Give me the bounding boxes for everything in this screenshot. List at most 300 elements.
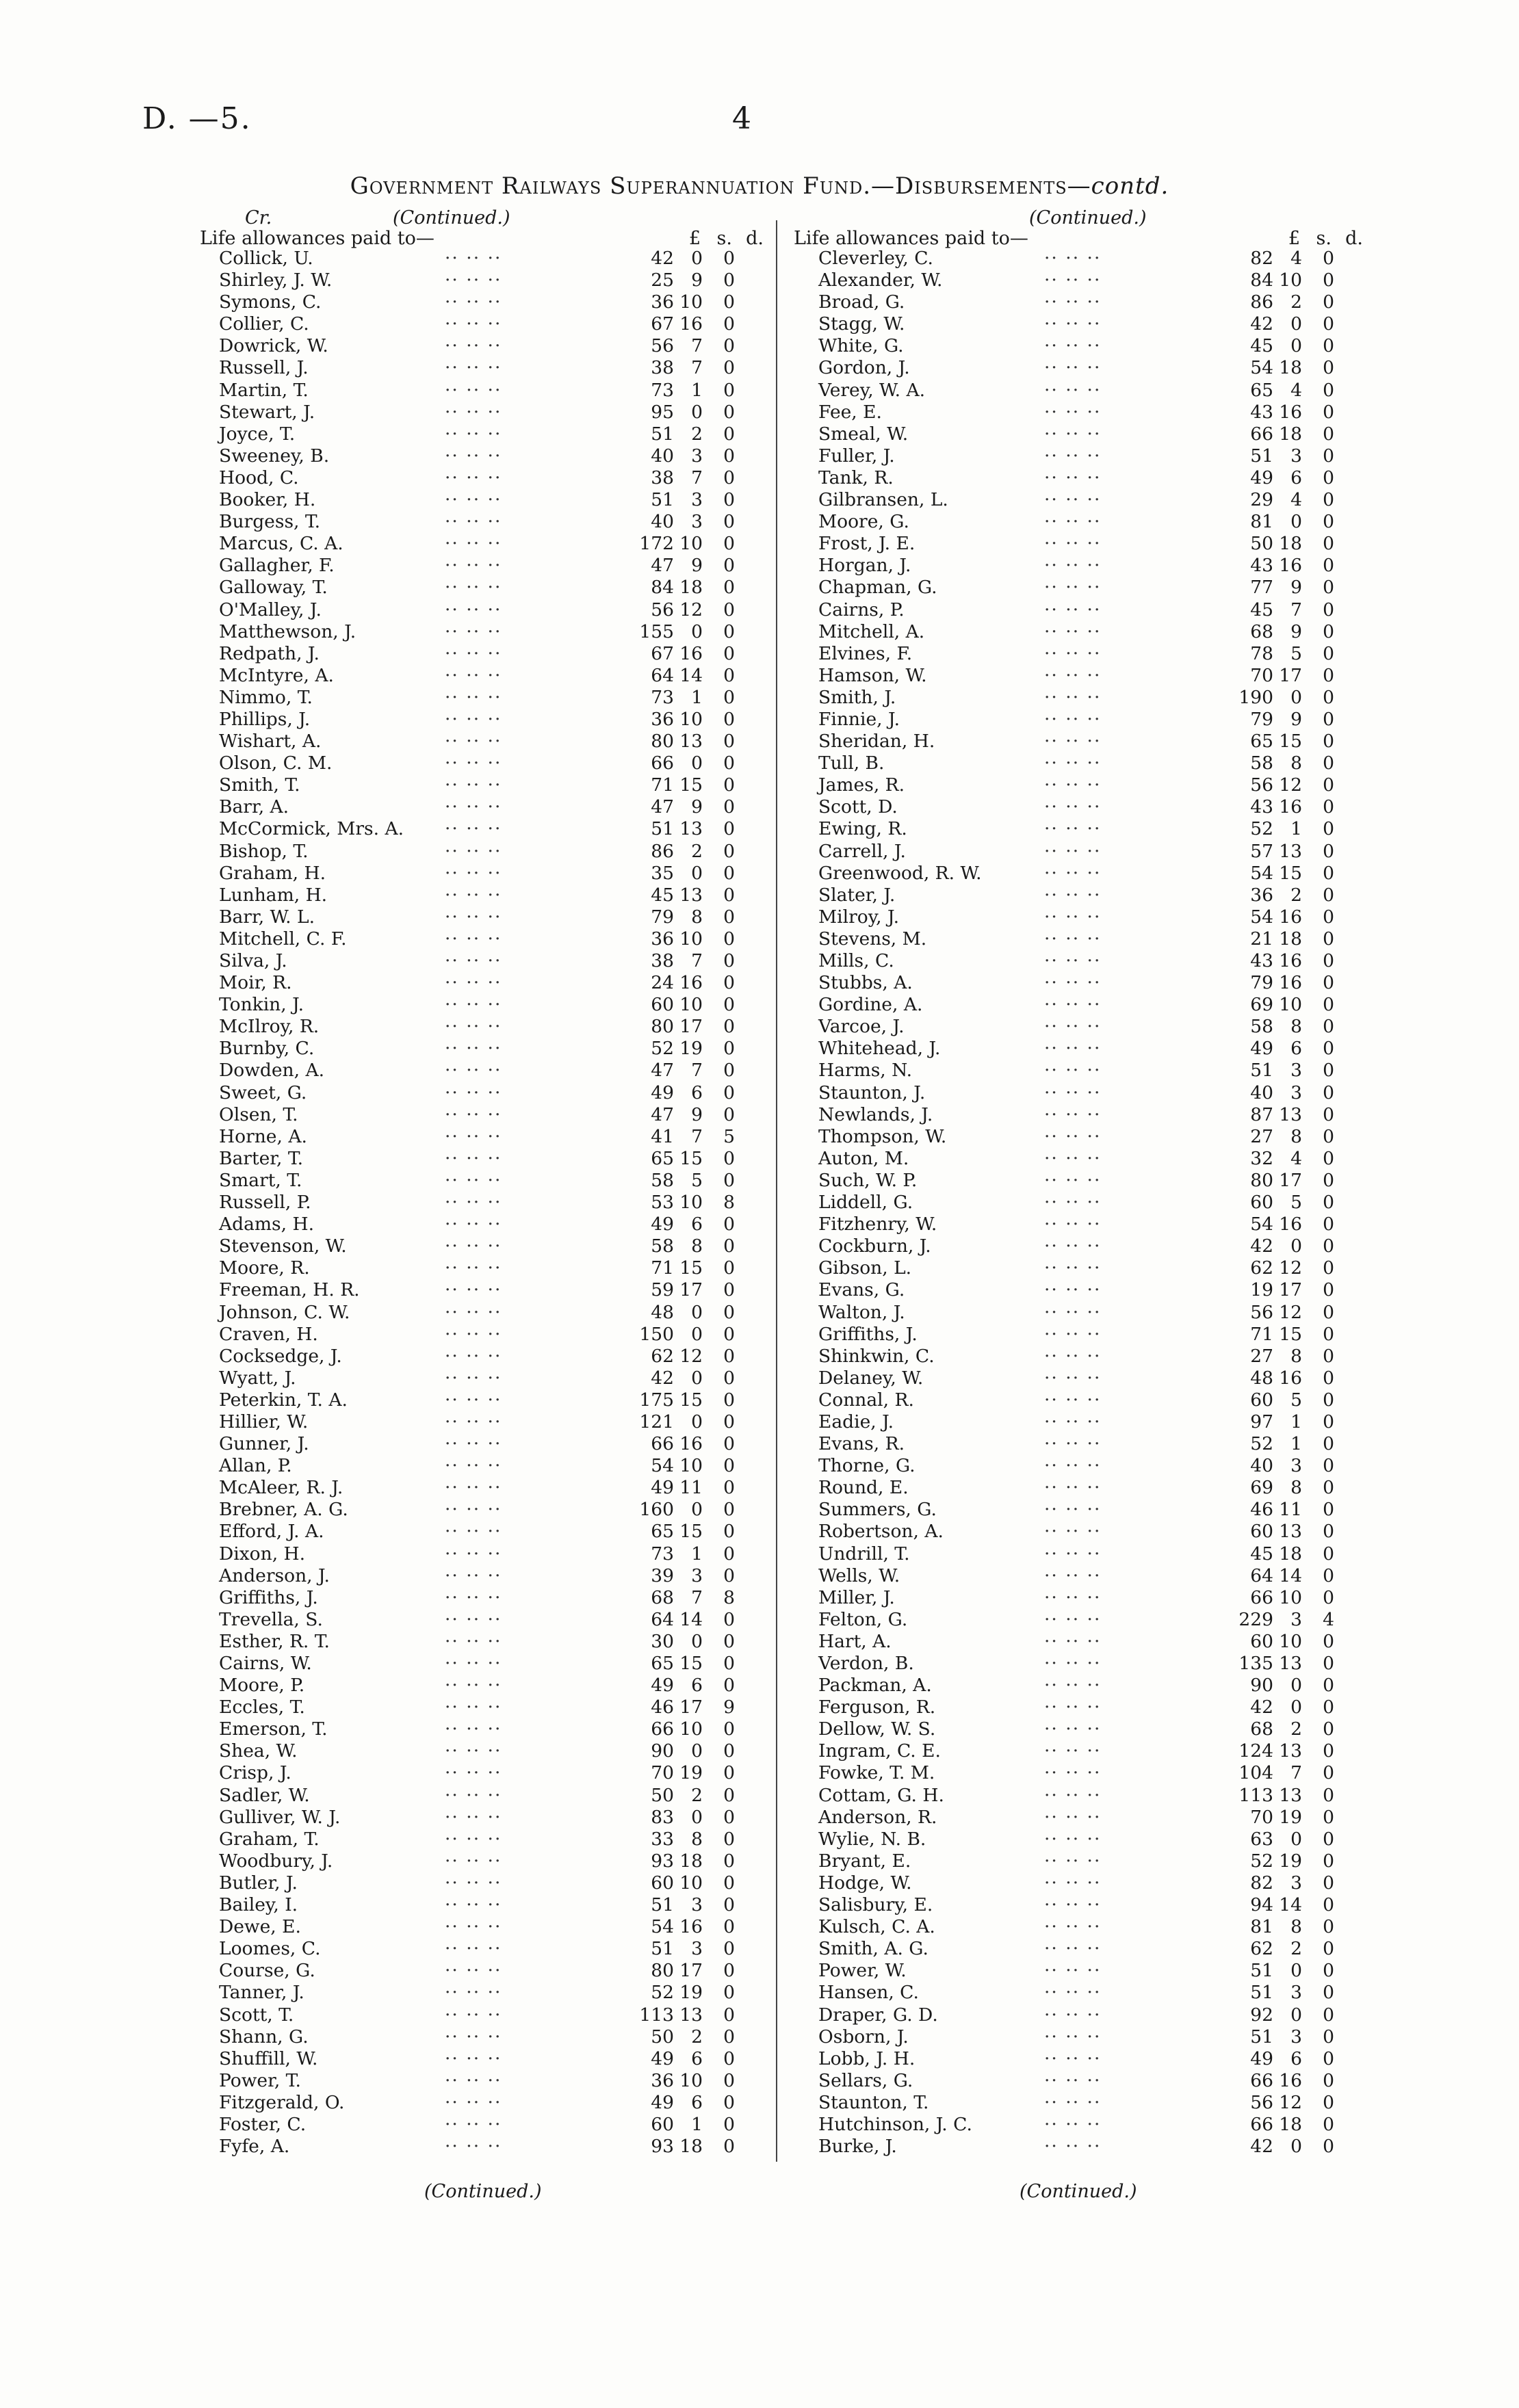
table-row (818, 2070, 1366, 2092)
table-row (219, 2026, 766, 2048)
shillings-value: 0 (691, 1499, 703, 1521)
table-row (219, 555, 766, 577)
pounds-value: 47 (651, 1060, 674, 1082)
shillings-value: 16 (1279, 1367, 1302, 1389)
allowee-name: Smith, J. (818, 686, 896, 708)
shillings-value: 3 (691, 511, 703, 533)
left-continued-label: (Continued.) (393, 207, 510, 228)
pence-value: 0 (1323, 796, 1334, 818)
pence-value: 0 (1323, 291, 1334, 313)
leader-dots: ·· ·· ·· (1044, 840, 1102, 862)
pounds-value: 51 (651, 1938, 674, 1960)
allowee-name: Walton, J. (818, 1301, 905, 1323)
allowee-name: Tull, B. (818, 752, 885, 774)
pounds-value: 160 (639, 1499, 674, 1521)
table-row (219, 1104, 766, 1126)
leader-dots: ·· ·· ·· (445, 1608, 502, 1630)
shillings-value: 3 (691, 1938, 703, 1960)
leader-dots: ·· ·· ·· (445, 796, 502, 818)
pence-value: 0 (1323, 1016, 1334, 1038)
leader-dots: ·· ·· ·· (1044, 1192, 1102, 1214)
table-row (219, 599, 766, 621)
shillings-value: 9 (1290, 708, 1302, 730)
table-row (818, 489, 1366, 511)
shillings-value: 12 (679, 599, 703, 620)
pounds-value: 42 (1250, 1235, 1273, 1257)
allowee-name: White, G. (818, 335, 904, 357)
allowee-name: Booker, H. (219, 489, 316, 511)
pence-value: 0 (1323, 642, 1334, 664)
shillings-value: 16 (679, 972, 703, 994)
leader-dots: ·· ·· ·· (445, 1389, 502, 1411)
shillings-value: 0 (1290, 1675, 1302, 1697)
table-row (219, 709, 766, 731)
pence-value: 0 (1323, 1697, 1334, 1718)
allowee-name: Draper, G. D. (818, 2004, 938, 2026)
leader-dots: ·· ·· ·· (1044, 1038, 1102, 1060)
pence-value: 0 (723, 1740, 735, 1762)
table-row (818, 1016, 1366, 1038)
pence-value: 0 (723, 1762, 735, 1784)
shillings-value: 2 (1290, 1938, 1302, 1960)
leader-dots: ·· ·· ·· (445, 906, 502, 928)
shillings-value: 10 (679, 1718, 703, 1740)
leader-dots: ·· ·· ·· (1044, 1938, 1102, 1960)
table-row (818, 335, 1366, 357)
shillings-value: 2 (691, 840, 703, 862)
shillings-value: 0 (1290, 1697, 1302, 1718)
pounds-value: 46 (1250, 1499, 1273, 1521)
leader-dots: ·· ·· ·· (445, 1477, 502, 1499)
shillings-value: 10 (1279, 994, 1302, 1016)
table-row (818, 511, 1366, 533)
shillings-value: 19 (1279, 1850, 1302, 1872)
right-continued-footer: (Continued.) (1020, 2181, 1137, 2202)
table-row (818, 1740, 1366, 1762)
pounds-value: 43 (1250, 401, 1273, 423)
allowee-name: Efford, J. A. (219, 1521, 324, 1543)
pence-value: 0 (1323, 1938, 1334, 1960)
pounds-value: 40 (651, 511, 674, 533)
pence-value: 0 (1323, 1433, 1334, 1455)
table-row (818, 818, 1366, 840)
pounds-value: 71 (651, 774, 674, 796)
table-row (219, 1477, 766, 1499)
table-row (219, 1279, 766, 1301)
pence-value: 0 (723, 1038, 735, 1060)
pounds-value: 49 (1250, 467, 1273, 488)
table-row (818, 796, 1366, 818)
pounds-value: 60 (1250, 1630, 1273, 1652)
table-row (818, 687, 1366, 709)
shillings-value: 4 (1290, 248, 1302, 269)
shillings-value: 2 (1290, 291, 1302, 313)
allowee-name: Kulsch, C. A. (818, 1916, 935, 1938)
table-row (219, 841, 766, 863)
leader-dots: ·· ·· ·· (1044, 270, 1102, 291)
table-row (219, 1718, 766, 1740)
allowee-name: Nimmo, T. (219, 686, 313, 708)
pence-value: 0 (723, 467, 735, 488)
pounds-value: 47 (651, 796, 674, 818)
shillings-value: 14 (679, 664, 703, 686)
table-row (818, 885, 1366, 906)
pounds-value: 60 (1250, 1521, 1273, 1543)
shillings-value: 18 (679, 577, 703, 599)
table-row (219, 270, 766, 291)
leader-dots: ·· ·· ·· (445, 1103, 502, 1125)
pounds-value: 54 (1250, 862, 1273, 884)
pounds-value: 36 (651, 708, 674, 730)
pounds-value: 59 (651, 1279, 674, 1301)
shillings-value: 18 (1279, 928, 1302, 950)
allowee-name: Collick, U. (219, 248, 313, 269)
pence-value: 0 (1323, 1345, 1334, 1367)
shillings-value: 0 (691, 620, 703, 642)
allowee-name: Moore, R. (219, 1257, 310, 1279)
leader-dots: ·· ·· ·· (445, 1586, 502, 1608)
pence-value: 0 (723, 1367, 735, 1389)
shillings-value: 13 (1279, 1784, 1302, 1806)
pence-value: 0 (723, 1784, 735, 1806)
pounds-value: 38 (651, 467, 674, 488)
pounds-value: 51 (1250, 445, 1273, 467)
shillings-value: 3 (1290, 2026, 1302, 2047)
table-row (219, 1192, 766, 1214)
pence-value: 5 (723, 1125, 735, 1147)
left-heading: Life allowances paid to— (200, 228, 434, 249)
allowee-name: Carrell, J. (818, 840, 906, 862)
allowee-name: Milroy, J. (818, 906, 899, 928)
pounds-value: 47 (651, 555, 674, 577)
pence-value: 0 (723, 489, 735, 511)
shillings-value: 6 (1290, 2047, 1302, 2069)
pence-value: 0 (723, 928, 735, 950)
pence-value: 0 (723, 1411, 735, 1432)
pence-value: 0 (723, 884, 735, 906)
pounds-value: 86 (1250, 291, 1273, 313)
pence-value: 0 (723, 1477, 735, 1499)
allowee-name: Wells, W. (818, 1565, 900, 1586)
pounds-value: 38 (651, 357, 674, 379)
leader-dots: ·· ·· ·· (1044, 1499, 1102, 1521)
table-row (818, 1653, 1366, 1675)
leader-dots: ·· ·· ·· (445, 599, 502, 620)
pence-value: 0 (723, 1543, 735, 1565)
allowee-name: Summers, G. (818, 1499, 937, 1521)
table-row (219, 1346, 766, 1367)
pence-value: 0 (1323, 577, 1334, 599)
shillings-value: 15 (679, 1147, 703, 1169)
table-row (219, 994, 766, 1016)
pounds-value: 60 (651, 994, 674, 1016)
shillings-value: 9 (691, 1103, 703, 1125)
allowee-name: Olson, C. M. (219, 752, 333, 774)
pounds-value: 69 (1250, 994, 1273, 1016)
table-row (219, 1982, 766, 2004)
pence-value: 0 (723, 1060, 735, 1082)
allowee-name: Moore, P. (219, 1675, 305, 1697)
shillings-value: 0 (691, 1301, 703, 1323)
shillings-value: 0 (691, 248, 703, 269)
pounds-value: 30 (651, 1630, 674, 1652)
leader-dots: ·· ·· ·· (445, 1872, 502, 1894)
shillings-value: 1 (1290, 818, 1302, 840)
allowee-name: Connal, R. (818, 1389, 914, 1411)
leader-dots: ·· ·· ·· (1044, 796, 1102, 818)
pounds-value: 155 (639, 620, 674, 642)
leader-dots: ·· ·· ·· (445, 1499, 502, 1521)
shillings-value: 8 (1290, 1477, 1302, 1499)
allowee-name: Anderson, J. (219, 1565, 330, 1586)
leader-dots: ·· ·· ·· (445, 1125, 502, 1147)
table-row (219, 1938, 766, 1960)
table-row (219, 2004, 766, 2026)
leader-dots: ·· ·· ·· (1044, 1653, 1102, 1674)
pence-value: 0 (1323, 1543, 1334, 1565)
shillings-value: 2 (1290, 1718, 1302, 1740)
shillings-value: 18 (679, 1850, 703, 1872)
leader-dots: ·· ·· ·· (1044, 1960, 1102, 1982)
pounds-value: 78 (1250, 642, 1273, 664)
pence-value: 0 (1323, 1521, 1334, 1543)
leader-dots: ·· ·· ·· (1044, 818, 1102, 840)
pounds-value: 52 (651, 1038, 674, 1060)
table-row (818, 1807, 1366, 1829)
allowee-name: Alexander, W. (818, 270, 943, 291)
leader-dots: ·· ·· ·· (1044, 599, 1102, 620)
table-row (818, 1324, 1366, 1346)
shillings-value: 0 (1290, 1235, 1302, 1257)
allowee-name: Stevens, M. (818, 928, 927, 950)
allowee-name: Robertson, A. (818, 1521, 944, 1543)
table-row (818, 1389, 1366, 1411)
table-row (818, 1367, 1366, 1389)
allowee-name: Thorne, G. (818, 1455, 916, 1477)
pence-value: 0 (1323, 1455, 1334, 1477)
allowee-name: Finnie, J. (818, 708, 900, 730)
leader-dots: ·· ·· ·· (1044, 1784, 1102, 1806)
allowee-name: Bryant, E. (818, 1850, 911, 1872)
pounds-value: 60 (651, 2113, 674, 2135)
table-row (219, 489, 766, 511)
allowee-name: Shea, W. (219, 1740, 298, 1762)
shillings-value: 10 (679, 2069, 703, 2091)
page-reference: D. —5. (142, 101, 252, 136)
pence-value: 0 (1323, 1740, 1334, 1762)
allowee-name: Butler, J. (219, 1872, 298, 1894)
pence-value: 0 (723, 1675, 735, 1697)
shillings-value: 10 (679, 708, 703, 730)
pounds-value: 49 (651, 1675, 674, 1697)
allowee-name: Scott, T. (219, 2004, 294, 2026)
allowee-name: Burke, J. (818, 2136, 897, 2158)
table-row (818, 1192, 1366, 1214)
pounds-value: 73 (651, 686, 674, 708)
pounds-value: 68 (1250, 620, 1273, 642)
shillings-value: 19 (679, 1982, 703, 2004)
leader-dots: ·· ·· ·· (445, 862, 502, 884)
table-row (219, 1302, 766, 1324)
allowee-name: Johnson, C. W. (219, 1301, 350, 1323)
allowee-name: Esther, R. T. (219, 1630, 330, 1652)
pounds-value: 87 (1250, 1103, 1273, 1125)
pounds-value: 51 (651, 423, 674, 445)
table-row (219, 1235, 766, 1257)
shillings-value: 16 (1279, 906, 1302, 928)
pounds-value: 29 (1250, 489, 1273, 511)
allowee-name: Whitehead, J. (818, 1038, 941, 1060)
leader-dots: ·· ·· ·· (1044, 906, 1102, 928)
table-row (818, 665, 1366, 687)
leader-dots: ·· ·· ·· (1044, 1301, 1102, 1323)
pence-value: 0 (1323, 2026, 1334, 2047)
table-row (219, 1214, 766, 1235)
shillings-value: 10 (679, 928, 703, 950)
pounds-value: 45 (1250, 335, 1273, 357)
shillings-value: 15 (679, 1653, 703, 1674)
table-row (818, 1631, 1366, 1653)
allowee-name: Thompson, W. (818, 1125, 947, 1147)
table-row (219, 402, 766, 423)
shillings-value: 9 (1290, 620, 1302, 642)
pounds-value: 65 (1250, 731, 1273, 752)
pence-value: 0 (723, 818, 735, 840)
table-row (818, 1675, 1366, 1697)
allowee-name: Smith, A. G. (818, 1938, 929, 1960)
leader-dots: ·· ·· ·· (1044, 1411, 1102, 1432)
shillings-value: 15 (1279, 731, 1302, 752)
allowee-name: Broad, G. (818, 291, 905, 313)
allowee-name: Lunham, H. (219, 884, 328, 906)
pence-value: 0 (1323, 1653, 1334, 1674)
pounds-value: 64 (1250, 1565, 1273, 1586)
leader-dots: ·· ·· ·· (1044, 1608, 1102, 1630)
allowee-name: Bishop, T. (219, 840, 309, 862)
shillings-value: 6 (691, 1082, 703, 1103)
pence-value: 0 (723, 1016, 735, 1038)
pounds-value: 68 (651, 1586, 674, 1608)
pence-value: 0 (723, 2136, 735, 2158)
pounds-value: 42 (651, 1367, 674, 1389)
pence-value: 0 (1323, 906, 1334, 928)
allowee-name: Course, G. (219, 1960, 315, 1982)
leader-dots: ·· ·· ·· (445, 1411, 502, 1432)
pounds-value: 65 (1250, 379, 1273, 401)
leader-dots: ·· ·· ·· (445, 467, 502, 488)
leader-dots: ·· ·· ·· (1044, 291, 1102, 313)
leader-dots: ·· ·· ·· (445, 1675, 502, 1697)
table-row (818, 1982, 1366, 2004)
pence-value: 0 (1323, 1192, 1334, 1214)
shillings-value: 9 (691, 796, 703, 818)
pounds-value: 36 (651, 928, 674, 950)
table-row (219, 1367, 766, 1389)
shillings-value: 13 (1279, 1740, 1302, 1762)
leader-dots: ·· ·· ·· (1044, 1697, 1102, 1718)
shillings-value: 14 (679, 1608, 703, 1630)
allowee-name: Undrill, T. (818, 1543, 910, 1565)
leader-dots: ·· ·· ·· (1044, 1521, 1102, 1543)
allowee-name: Newlands, J. (818, 1103, 933, 1125)
pence-value: 0 (1323, 664, 1334, 686)
pounds-value: 54 (651, 1916, 674, 1938)
pounds-value: 36 (651, 2069, 674, 2091)
pence-value: 0 (1323, 1806, 1334, 1828)
pence-value: 0 (723, 1103, 735, 1125)
table-row (818, 1762, 1366, 1784)
shillings-value: 3 (1290, 1060, 1302, 1082)
allowee-name: Fyfe, A. (219, 2136, 290, 2158)
pounds-value: 50 (651, 1784, 674, 1806)
shillings-value: 0 (1290, 1828, 1302, 1850)
table-row (219, 928, 766, 950)
pence-value: 0 (723, 1960, 735, 1982)
allowee-name: Chapman, G. (818, 577, 937, 599)
pence-value: 0 (723, 445, 735, 467)
allowee-name: Brebner, A. G. (219, 1499, 348, 1521)
pence-value: 9 (723, 1697, 735, 1718)
pounds-value: 58 (651, 1235, 674, 1257)
column-divider (776, 220, 777, 2162)
leader-dots: ·· ·· ·· (445, 2026, 502, 2047)
table-row (818, 1257, 1366, 1279)
leader-dots: ·· ·· ·· (1044, 1235, 1102, 1257)
pounds-value: 43 (1250, 796, 1273, 818)
allowee-name: Ferguson, R. (818, 1697, 936, 1718)
table-row (219, 1257, 766, 1279)
pence-value: 0 (1323, 467, 1334, 488)
shillings-value: 0 (1290, 2136, 1302, 2158)
pence-value: 0 (1323, 1784, 1334, 1806)
table-row (219, 818, 766, 840)
leader-dots: ·· ·· ·· (445, 2136, 502, 2158)
table-row (818, 1872, 1366, 1894)
allowee-name: Staunton, J. (818, 1082, 926, 1103)
allowee-name: Freeman, H. R. (219, 1279, 360, 1301)
pence-value: 0 (723, 1938, 735, 1960)
pounds-value: 56 (1250, 1301, 1273, 1323)
shillings-value: 11 (679, 1477, 703, 1499)
table-row (219, 643, 766, 665)
table-row (219, 1170, 766, 1192)
pounds-value: 51 (1250, 1960, 1273, 1982)
leader-dots: ·· ·· ·· (1044, 620, 1102, 642)
leader-dots: ·· ·· ·· (445, 994, 502, 1016)
shillings-value: 11 (1279, 1499, 1302, 1521)
shillings-value: 6 (691, 1675, 703, 1697)
allowee-name: Evans, R. (818, 1433, 905, 1455)
left-allowance-list (219, 248, 766, 2158)
table-row (818, 1411, 1366, 1433)
pence-value: 0 (1323, 1499, 1334, 1521)
shillings-value: 15 (679, 1521, 703, 1543)
pence-value: 0 (723, 2069, 735, 2091)
shillings-value: 10 (1279, 1586, 1302, 1608)
leader-dots: ·· ·· ·· (445, 1543, 502, 1565)
allowee-name: Hillier, W. (219, 1411, 309, 1432)
leader-dots: ·· ·· ·· (1044, 555, 1102, 577)
pence-value: 0 (723, 2004, 735, 2026)
table-row (818, 2004, 1366, 2026)
leader-dots: ·· ·· ·· (1044, 1916, 1102, 1938)
shillings-value: 0 (691, 752, 703, 774)
shillings-value: 5 (1290, 642, 1302, 664)
leader-dots: ·· ·· ·· (445, 752, 502, 774)
leader-dots: ·· ·· ·· (445, 840, 502, 862)
allowee-name: Russell, J. (219, 357, 309, 379)
allowee-name: Crisp, J. (219, 1762, 291, 1784)
